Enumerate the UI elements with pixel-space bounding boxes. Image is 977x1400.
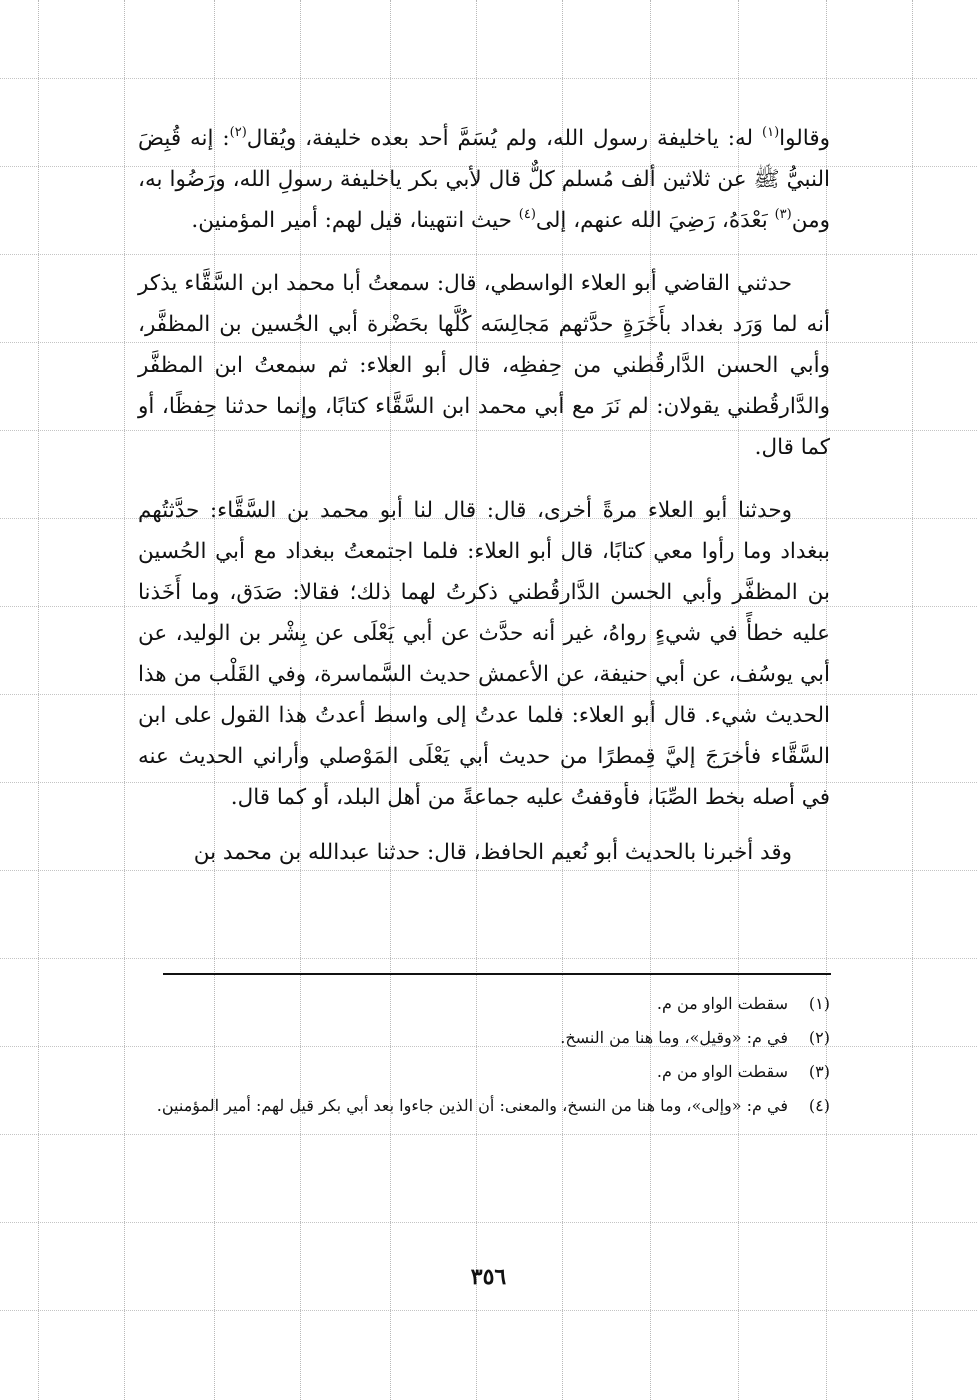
footnote-number: (٢) [808,1028,830,1047]
main-text [138,118,830,873]
paragraph-caliph-title [138,118,830,241]
footnote-number: (١) [808,994,830,1013]
footnote-item [150,1026,830,1050]
guide-line [0,1134,977,1135]
footnote-ref: (٢) [229,125,247,140]
paragraph-abul-ala: حدثني القاضي أبو العلاء الواسطي، قال: سمعتُ أبا محمد ابن السَّقَّاء يذكر أنه لما وَرَد بغداد بأَخَرَةٍ حدَّثهم مَجالِسَه كُلَّها بحَضْرة أبي الحُسين بن المظفَّر، وأبي الحسن الدَّارقُطني من حِفظِه، قال أبو العلاء: ثم سمعتُ ابن المظفَّر والدَّارقُطني يقولان: لم نَرَ مع أبي محمد ابن السَّقَّاء كتابًا، وإنما حدثنا حِفظًا، أو كما قال. [138,271,830,460]
footnote-separator [163,973,831,975]
footnote-ref: (١) [762,125,780,140]
text-run: حيث انتهينا، قيل لهم: أمير المؤمنين. [191,208,519,233]
paragraph-gap [138,468,830,490]
footnote-text: في م: «وإلى»، وما هنا من النسخ، والمعنى: أن الذين جاءوا بعد أبي بكر قيل لهم: أمير المؤمنين. [156,1096,788,1115]
paragraph-gap [138,241,830,263]
guide-line [0,958,977,959]
footnote-number: (٤) [808,1096,830,1115]
footnote-number: (٣) [808,1062,830,1081]
footnote-ref: (٤) [518,207,536,222]
text-run: بَعْدَهُ، رَضِيَ الله عنهم، إلى [535,208,775,233]
footnote-item [150,992,830,1016]
guide-line [0,1222,977,1223]
text-run: : إنه قُبِضَ النبيُّ ﷺ عن ثلاثين ألف مُسلم كلٌّ قال لأبي بكر ياخليفة رسولِ الله، ورَضُوا به، ومن [138,126,830,233]
guide-line [0,78,977,79]
text-run: وقالوا [779,126,830,151]
guide-line [124,0,125,1400]
text-run: له: ياخليفة رسول الله، ولم يُسَمَّ أحد بعده خليفة، ويُقال [246,126,762,151]
footnotes [150,992,830,1128]
footnote-text: سقطت الواو من م. [656,994,788,1013]
footnote-text: سقطت الواو من م. [656,1062,788,1081]
footnote-item [150,1060,830,1084]
footnote-item [150,1094,830,1118]
guide-line [38,0,39,1400]
paragraph-ibn-saqqa: وحدثنا أبو العلاء مرةً أخرى، قال: قال لنا أبو محمد بن السَّقَّاء: حدَّثتُهم ببغداد وما رأوا معي كتابًا، قال أبو العلاء: فلما اجتمعتُ ببغداد مع أبي الحُسين بن المظفَّر وأبي الحسن الدَّارقُطني ذكرتُ لهما ذلك؛ فقالا: صَدَق، وما أَخَذنا عليه خطأً في شيءٍ رواهُ، غير أنه حدَّث عن أبي يَعْلَى عن بِشْر بن الوليد، عن أبي يوسُف، عن أبي حنيفة، عن الأعمش حديث السَّماسرة، وفي القَلْب من هذا الحديث شيء. قال أبو العلاء: فلما عدتُ إلى واسط أعدتُ هذا القول على ابن السَّقَّاء فأخرَجَ إليَّ قِمطرًا من حديث أبي يَعْلَى المَوْصلي وأراني الحديث عنه في أصله بخط الصِّبَا، فأوقفتُ عليه جماعةً من أهل البلد، أو كما قال. [138,498,830,810]
page-number: ٣٥٦ [470,1264,507,1290]
guide-line [912,0,913,1400]
guide-line [0,1310,977,1311]
footnote-text: في م: «وقيل»، وما هنا من النسخ. [560,1028,788,1047]
paragraph-gap [138,818,830,832]
paragraph-abu-nuaym: وقد أخبرنا بالحديث أبو نُعيم الحافظ، قال: حدثنا عبدالله بن محمد بن [193,840,792,865]
footnote-ref: (٣) [774,207,792,222]
